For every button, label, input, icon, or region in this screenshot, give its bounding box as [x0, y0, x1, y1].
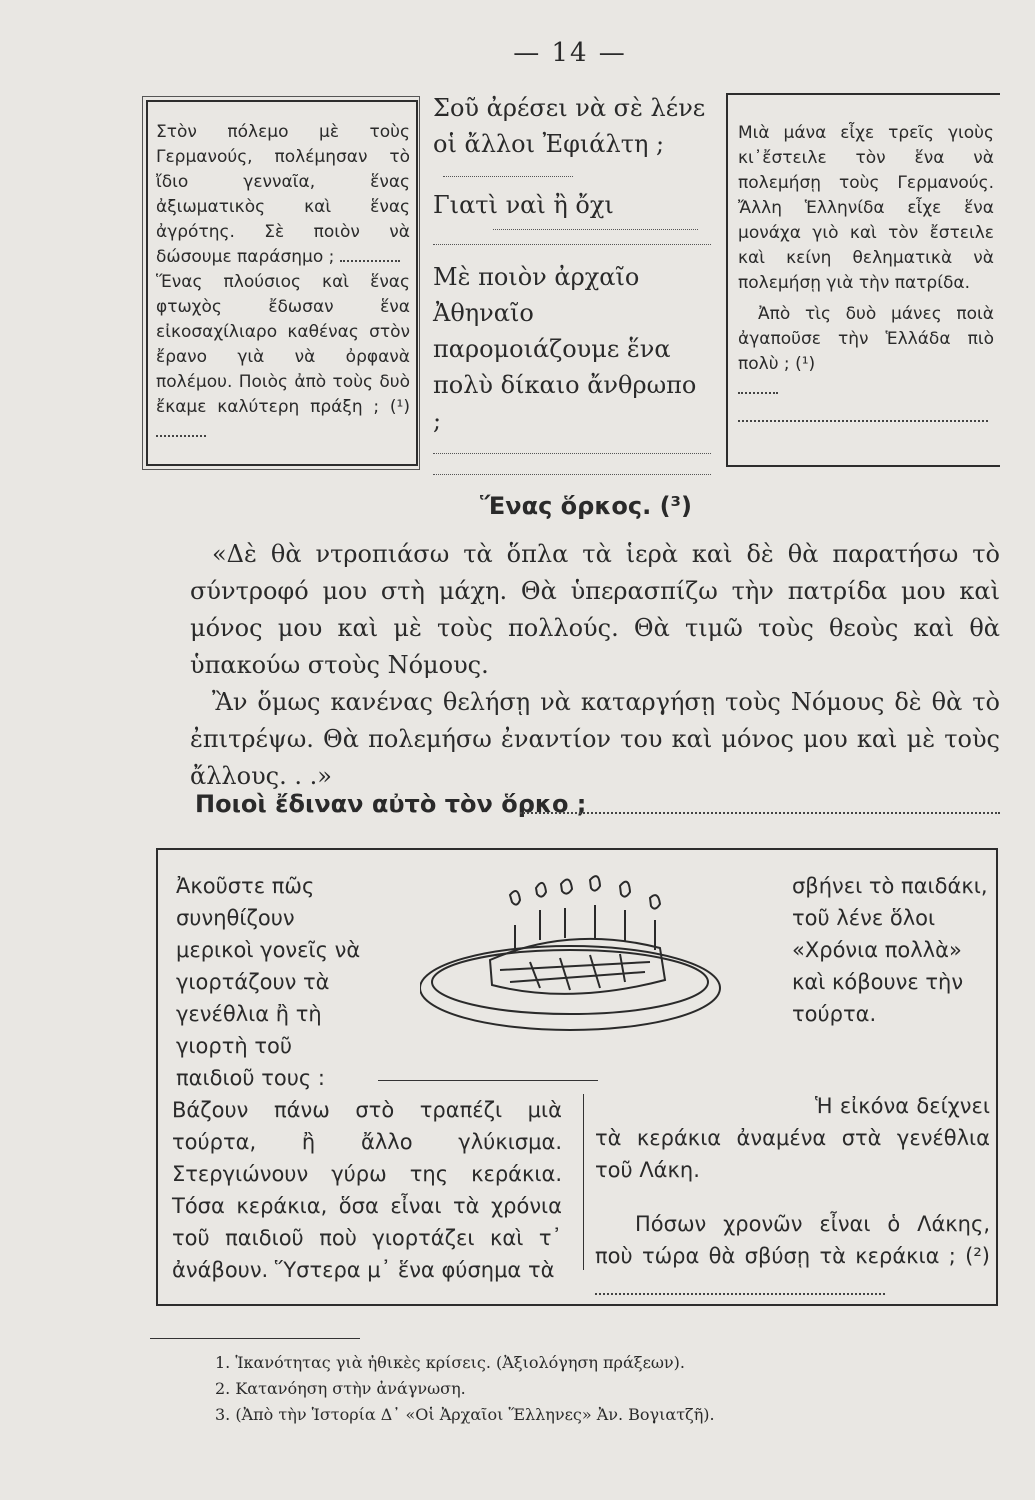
answer-line — [443, 176, 573, 177]
oath-paragraph-1: «Δὲ θὰ ντροπιάσω τὰ ὅπλα τὰ ἱερὰ καὶ δὲ θὰ παρατήσω τὸ σύντροφό μου στὴ μάχη. Θὰ ὑπερασπίζω τὴν πατρίδα μου καὶ μόνος μου καὶ μὲ τοὺς πολλούς. Θὰ τιμῶ τοὺς θεοὺς καὶ θὰ ὑπακούω στοὺς Νόμους. — [190, 540, 1000, 679]
oath-title: Ἕνας ὅρκος. (³) — [480, 492, 693, 520]
right-question-box — [726, 93, 1000, 467]
mid-q2: Μὲ ποιὸν ἀρχαῖο Ἀθηναῖο παρομοιάζουμε ἕνα πολὺ δίκαιο ἄνθρωπο ; — [433, 263, 697, 435]
column-divider — [583, 1094, 584, 1270]
middle-questions — [433, 90, 711, 485]
answer-line — [493, 229, 698, 230]
cake-left-text: Ἀκοῦστε πῶς συνηθίζουν μερικοὶ γονεῖς νὰ γιορτάζουν τὰ γενέθλια ἢ τὴ γιορτὴ τοῦ παιδιοῦ τους : — [176, 874, 361, 1090]
answer-line — [520, 812, 1000, 814]
answer-line — [433, 244, 711, 245]
left-question-box — [146, 100, 418, 466]
oath-text — [190, 536, 1000, 795]
cake-right-text: σβήνει τὸ παιδάκι, τοῦ λένε ὅλοι «Χρόνια πολλὰ» καὶ κόβουνε τὴν τούρτα. — [792, 874, 988, 1026]
answer-line — [738, 420, 988, 422]
right-box-text — [738, 121, 994, 422]
footnote-1: 1. Ἱκανότητας γιὰ ἠθικὲς κρίσεις. (Ἀξιολόγηση πράξεων). — [215, 1353, 685, 1372]
footnote-2: 2. Κατανόηση στὴν ἀνάγνωση. — [215, 1379, 466, 1398]
mid-q1: Σοῦ ἀρέσει νὰ σὲ λένε οἱ ἄλλοι Ἐφιάλτη ; — [433, 94, 706, 158]
answer-line — [433, 474, 711, 475]
footnote-3: 3. (Ἀπὸ τὴν Ἱστορία Δ᾽ «Οἱ Ἀρχαῖοι Ἕλληνες» Ἀν. Βογιατζῆ). — [215, 1405, 715, 1424]
oath-question: Ποιοὶ ἔδιναν αὐτὸ τὸν ὅρκο ; — [195, 790, 587, 818]
left-box-q1: Στὸν πόλεμο μὲ τοὺς Γερμανούς, πολέμησαν τὸ ἴδιο γενναῖα, ἕνας ἀξιωματικὸς καὶ ἕνας ἀγρότης. Σὲ ποιὸν νὰ δώσουμε παράσημο ; — [156, 122, 410, 267]
right-box-text2: Ἀπὸ τὶς δυὸ μάνες ποιὰ ἀγαποῦσε τὴν Ἑλλάδα πιὸ πολὺ ; (¹) — [738, 304, 994, 374]
cake-bottom-text: Βάζουν πάνω στὸ τραπέζι μιὰ τούρτα, ἢ ἄλλο γλύκισμα. Στεργιώνουν γύρω της κεράκια. Τόσα κεράκια, ὅσα εἶναι τὰ χρόνια τοῦ παιδιοῦ ποὺ γιορτάζει καὶ τ᾽ ἀνάβουν. Ὕστερα μ᾽ ἕνα φύσημα τὰ — [172, 1098, 562, 1282]
answer-line — [433, 453, 711, 454]
picture-divider — [378, 1080, 598, 1081]
birthday-cake-illustration — [420, 870, 730, 1055]
left-box-text — [156, 120, 410, 445]
oath-paragraph-2: Ἂν ὅμως κανένας θελήσῃ νὰ καταργήσῃ τοὺς Νόμους δὲ θὰ τὸ ἐπιτρέψω. Θὰ πολεμήσω ἐναντίον του καὶ μόνος μου καὶ μὲ τοὺς ἄλλους. . .» — [190, 688, 1000, 790]
right-box-text1: Μιὰ μάνα εἶχε τρεῖς γιοὺς κι᾽ἔστειλε τὸν ἕνα νὰ πολεμήσῃ τοὺς Γερμανούς. Ἄλλη Ἑλληνίδα εἶχε ἕνα μονάχα γιὸ καὶ τὸν ἔστειλε καὶ κείνη θεληματικὰ νὰ πολεμήσῃ γιὰ τὴν πατρίδα. — [738, 123, 994, 293]
left-box-q2: Ἕνας πλούσιος καὶ ἕνας φτωχὸς ἔδωσαν ἕνα εἰκοσαχίλιαρο καθένας στὸν ἔρανο γιὰ νὰ ὀρφανὰ πολέμου. Ποιὸς ἀπὸ τοὺς δυὸ ἔκαμε καλύτερη πράξη ; (¹) — [156, 272, 410, 417]
cake-right-bottom-text — [595, 1090, 990, 1304]
footnote-rule — [150, 1338, 360, 1339]
page-number: — 14 — — [513, 38, 627, 68]
cake-right-bottom-b: Πόσων χρονῶν εἶναι ὁ Λάκης, ποὺ τώρα θὰ σβύσῃ τὰ κεράκια ; (²) — [595, 1208, 990, 1304]
footnotes — [215, 1350, 975, 1428]
cake-right-bottom-a: Ἡ εἰκόνα δείχνει τὰ κεράκια ἀναμένα στὰ γενέθλια τοῦ Λάκη. — [595, 1094, 990, 1182]
mid-q1b: Γιατὶ ναὶ ἢ ὄχι — [433, 191, 614, 219]
